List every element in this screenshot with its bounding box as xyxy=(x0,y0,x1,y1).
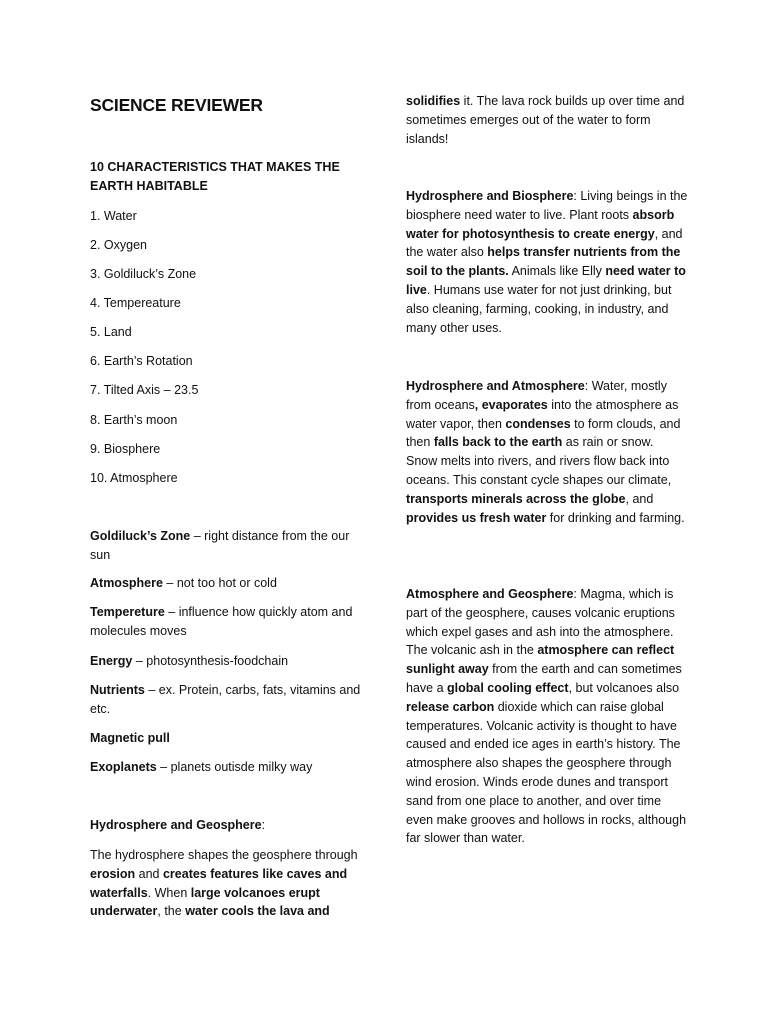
definition-text: – photosynthesis-foodchain xyxy=(132,654,289,668)
definition-temperature xyxy=(90,603,372,641)
paragraph-bold: falls back to the earth xyxy=(433,435,563,450)
paragraph-bold: water cools the lava and xyxy=(185,904,330,919)
definition-term: Exoplanets xyxy=(90,760,157,774)
paragraph-bold: absorb water for photosynthesis to create energy xyxy=(406,207,675,241)
paragraph-text: , but volcanoes also xyxy=(568,680,680,695)
section-heading-text: Atmosphere and Geosphere xyxy=(406,587,574,601)
paragraph-bold: need water to live xyxy=(406,264,686,297)
list-item: 3. Goldiluck’s Zone xyxy=(90,267,197,281)
paragraph-text: into the atmosphere as water vapor, then xyxy=(406,397,679,431)
section-heading-text: Hydrosphere and Atmosphere xyxy=(406,379,585,393)
paragraph-bold: solidifies xyxy=(406,94,461,108)
section-heading-hydro-geo xyxy=(90,816,372,835)
paragraph-text: : Water, mostly from oceans xyxy=(406,379,667,412)
definition-goldilocks xyxy=(90,527,372,565)
paragraph-text: and xyxy=(135,866,163,881)
paragraph-text: : Magma, which is part of the geosphere, causes volcanic eruptions which expel gases and ash into the atmosphere. The volcanic ash in the xyxy=(406,587,675,658)
definition-term: Magnetic pull xyxy=(90,731,170,745)
paragraph-bold: provides us fresh water xyxy=(406,510,547,525)
paragraph-text: . Humans use water for not just drinking, but also cleaning, farming, cooking, in industry, and many other uses. xyxy=(406,282,672,335)
section-heading-text: Hydrosphere and Geosphere xyxy=(90,818,262,832)
page-title: SCIENCE REVIEWER xyxy=(90,95,263,115)
paragraph-bold: , evaporates xyxy=(474,397,548,412)
list-item: 6. Earth’s Rotation xyxy=(90,354,193,368)
list-item: 7. Tilted Axis – 23.5 xyxy=(90,383,199,397)
paragraph-text: as rain or snow. Snow melts into rivers, and rivers flow back into oceans. This constant cycle shapes our climate, xyxy=(406,435,672,487)
paragraph-bold: creates features like caves and waterfalls xyxy=(90,866,348,900)
list-item: 8. Earth’s moon xyxy=(90,413,178,427)
definition-term: Tempereture xyxy=(90,605,165,619)
definition-term: Goldiluck’s Zone xyxy=(90,529,191,543)
paragraph-bold: condenses xyxy=(505,416,571,431)
paragraph-text: . When xyxy=(147,885,191,900)
paragraph-text: The hydrosphere shapes the geosphere through xyxy=(90,848,358,862)
definition-exoplanets xyxy=(90,758,372,777)
definition-magnetic-pull xyxy=(90,729,372,748)
definition-nutrients xyxy=(90,681,372,719)
paragraph-text: to form clouds, and then xyxy=(406,416,681,450)
list-item: 1. Water xyxy=(90,209,137,223)
paragraph-bold: atmosphere can reflect sunlight away xyxy=(406,643,675,677)
definition-term: Nutrients xyxy=(90,683,145,697)
paragraph-bold: large volcanoes erupt underwater xyxy=(90,885,320,919)
paragraph-text: it. The lava rock builds up over time and sometimes emerges out of the water to form islands! xyxy=(406,94,685,146)
paragraph-hydro-bio xyxy=(406,187,688,337)
paragraph-bold: helps transfer nutrients from the soil to the plants. xyxy=(406,245,681,279)
definition-text: – right distance from the our sun xyxy=(90,529,350,562)
paragraph-bold: release carbon xyxy=(406,699,495,714)
paragraph-text: , and the water also xyxy=(406,226,683,260)
list-item: 5. Land xyxy=(90,325,132,339)
paragraph-bold: global cooling effect xyxy=(447,680,569,695)
paragraph-text: from the earth and can sometimes have a xyxy=(406,662,682,695)
list-item: 9. Biosphere xyxy=(90,442,161,456)
definition-text: – not too hot or cold xyxy=(162,576,277,590)
paragraph-text: Animals like Elly xyxy=(508,264,606,279)
definition-term: Atmosphere xyxy=(90,576,163,590)
paragraph-atmo-geo xyxy=(406,585,688,848)
definition-text: – planets outisde milky way xyxy=(156,760,313,774)
definition-text: – ex. Protein, carbs, fats, vitamins and etc. xyxy=(90,683,361,716)
section-heading-text: Hydrosphere and Biosphere xyxy=(406,189,574,203)
definition-term: Energy xyxy=(90,654,133,668)
paragraph-hydro-geo xyxy=(90,846,372,921)
paragraph-text: for drinking and farming. xyxy=(546,510,685,525)
list-item: 2. Oxygen xyxy=(90,238,147,252)
paragraph-text: , the xyxy=(157,904,186,919)
definition-energy xyxy=(90,652,372,671)
list-item: 10. Atmosphere xyxy=(90,471,178,485)
heading-colon: : xyxy=(261,818,266,832)
paragraph-text: , and xyxy=(625,491,654,506)
paragraph-hydro-atmo xyxy=(406,377,688,527)
definition-text: – influence how quickly atom and molecules moves xyxy=(90,605,353,638)
list-item: 4. Tempereature xyxy=(90,296,181,310)
paragraph-text: dioxide which can raise global temperatures. Volcanic activity is thought to have caused and ended ice ages in earth’s history. The atmosphere also shapes the geosphere through wind erosion. Winds erode dunes and transport sand from one place to another, and over time even make grooves and hollows in rocks, although far slower than water. xyxy=(406,699,687,846)
paragraph-hydro-geo-continued xyxy=(406,92,688,148)
paragraph-bold: erosion xyxy=(90,866,136,881)
paragraph-bold: transports minerals across the globe xyxy=(406,491,626,506)
paragraph-text: : Living beings in the biosphere need water to live. Plant roots xyxy=(406,189,688,222)
characteristics-heading: 10 CHARACTERISTICS THAT MAKES THE EARTH HABITABLE xyxy=(90,160,340,193)
definition-atmosphere xyxy=(90,574,372,593)
